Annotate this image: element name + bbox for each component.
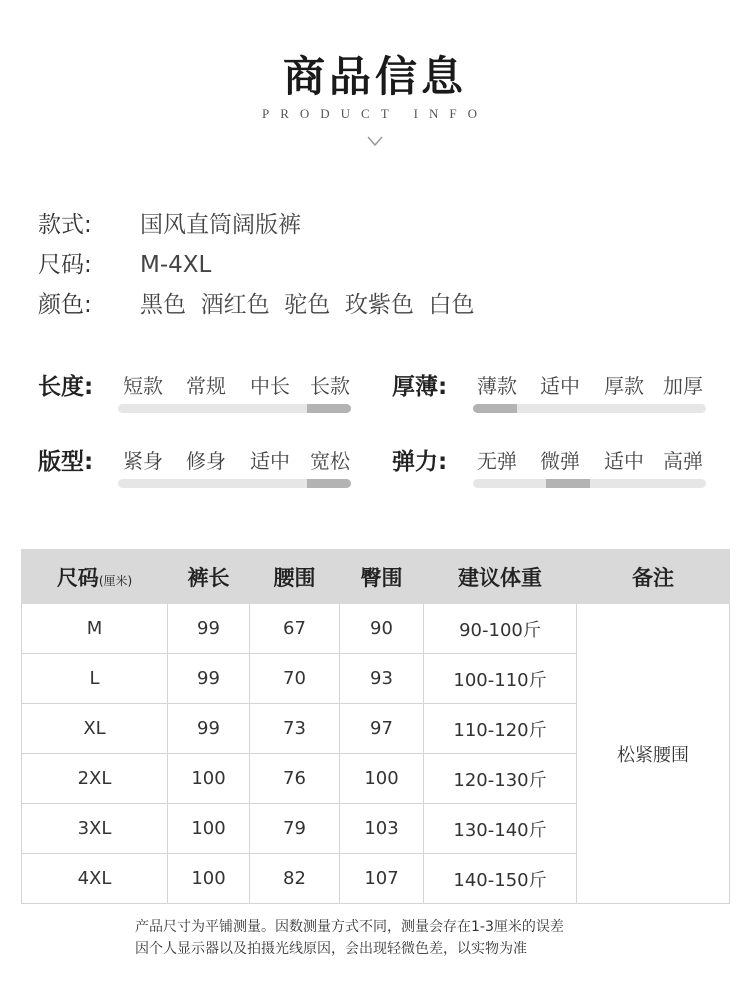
cell-remark: 松紧腰围 xyxy=(577,604,730,904)
attr-option: 无弹 xyxy=(477,449,517,473)
cell-waist: 79 xyxy=(250,804,340,854)
cell-size: XL xyxy=(22,704,168,754)
info-size xyxy=(38,246,211,279)
info-value: 国风直筒阔版裤 xyxy=(140,212,301,238)
attr-label: 长度: xyxy=(38,374,94,400)
attr-label: 版型: xyxy=(38,449,94,475)
header-size-unit: (厘米) xyxy=(98,573,133,588)
attr-option: 薄款 xyxy=(477,374,517,398)
attr-thickness xyxy=(392,368,722,428)
attr-fit xyxy=(38,443,368,503)
header-size xyxy=(22,550,168,604)
cell-hip: 97 xyxy=(340,704,424,754)
info-value: 黑色 酒红色 驼色 玫紫色 白色 xyxy=(140,292,475,318)
info-label: 款式: xyxy=(38,212,92,238)
attr-option: 紧身 xyxy=(123,449,163,473)
cell-pants-length: 99 xyxy=(168,654,250,704)
cell-hip: 90 xyxy=(340,604,424,654)
attr-option: 微弹 xyxy=(540,449,580,473)
cell-waist: 70 xyxy=(250,654,340,704)
cell-pants-length: 99 xyxy=(168,704,250,754)
attr-indicator xyxy=(307,404,351,413)
cell-hip: 107 xyxy=(340,854,424,904)
cell-weight: 140-150斤 xyxy=(424,854,577,904)
attr-option: 宽松 xyxy=(310,449,350,473)
attr-label: 厚薄: xyxy=(392,374,448,400)
attr-elasticity xyxy=(392,443,722,503)
info-color xyxy=(38,286,475,319)
cell-waist: 67 xyxy=(250,604,340,654)
cell-pants-length: 99 xyxy=(168,604,250,654)
header-waist: 腰围 xyxy=(250,550,340,604)
header-weight: 建议体重 xyxy=(424,550,577,604)
attr-option: 短款 xyxy=(123,374,163,398)
attr-option: 厚款 xyxy=(604,374,644,398)
attr-option: 适中 xyxy=(604,449,644,473)
cell-pants-length: 100 xyxy=(168,754,250,804)
attr-indicator xyxy=(473,404,517,413)
attr-track xyxy=(118,404,351,413)
attr-track xyxy=(473,404,706,413)
table-header-row xyxy=(22,550,730,604)
cell-size: M xyxy=(22,604,168,654)
cell-weight: 120-130斤 xyxy=(424,754,577,804)
chevron-down-icon xyxy=(366,134,384,148)
cell-hip: 100 xyxy=(340,754,424,804)
cell-weight: 130-140斤 xyxy=(424,804,577,854)
table-row xyxy=(22,604,730,654)
header-hip: 臀围 xyxy=(340,550,424,604)
page-subtitle: PRODUCT INFO xyxy=(261,106,489,121)
info-label: 尺码: xyxy=(38,252,92,278)
cell-waist: 82 xyxy=(250,854,340,904)
cell-waist: 76 xyxy=(250,754,340,804)
header-pants-length: 裤长 xyxy=(168,550,250,604)
attr-option: 常规 xyxy=(186,374,226,398)
cell-size: 3XL xyxy=(22,804,168,854)
cell-size: 4XL xyxy=(22,854,168,904)
cell-pants-length: 100 xyxy=(168,804,250,854)
info-value: M-4XL xyxy=(140,252,212,278)
cell-weight: 90-100斤 xyxy=(424,604,577,654)
note-measurement: 产品尺寸为平铺测量。因数测量方式不同，测量会存在1-3厘米的误差 xyxy=(135,919,564,935)
attr-label: 弹力: xyxy=(392,449,448,475)
attr-option: 适中 xyxy=(540,374,580,398)
attr-indicator xyxy=(307,479,351,488)
attr-option: 中长 xyxy=(250,374,290,398)
cell-weight: 100-110斤 xyxy=(424,654,577,704)
header-remark: 备注 xyxy=(577,550,730,604)
cell-size: 2XL xyxy=(22,754,168,804)
attr-option: 加厚 xyxy=(663,374,703,398)
attr-track xyxy=(118,479,351,488)
attr-indicator xyxy=(546,479,590,488)
attr-track xyxy=(473,479,706,488)
page-title: 商品信息 xyxy=(282,52,467,101)
attr-length xyxy=(38,368,368,428)
info-style xyxy=(38,206,301,239)
attr-option: 高弹 xyxy=(663,449,703,473)
cell-hip: 103 xyxy=(340,804,424,854)
attr-option: 适中 xyxy=(250,449,290,473)
cell-pants-length: 100 xyxy=(168,854,250,904)
cell-weight: 110-120斤 xyxy=(424,704,577,754)
attr-option: 修身 xyxy=(186,449,226,473)
cell-waist: 73 xyxy=(250,704,340,754)
attr-option: 长款 xyxy=(310,374,350,398)
cell-hip: 93 xyxy=(340,654,424,704)
size-table xyxy=(21,549,730,904)
info-label: 颜色: xyxy=(38,292,92,318)
cell-size: L xyxy=(22,654,168,704)
header-size-label: 尺码 xyxy=(56,565,99,590)
note-color: 因个人显示器以及拍摄光线原因，会出现轻微色差，以实物为准 xyxy=(135,941,527,957)
